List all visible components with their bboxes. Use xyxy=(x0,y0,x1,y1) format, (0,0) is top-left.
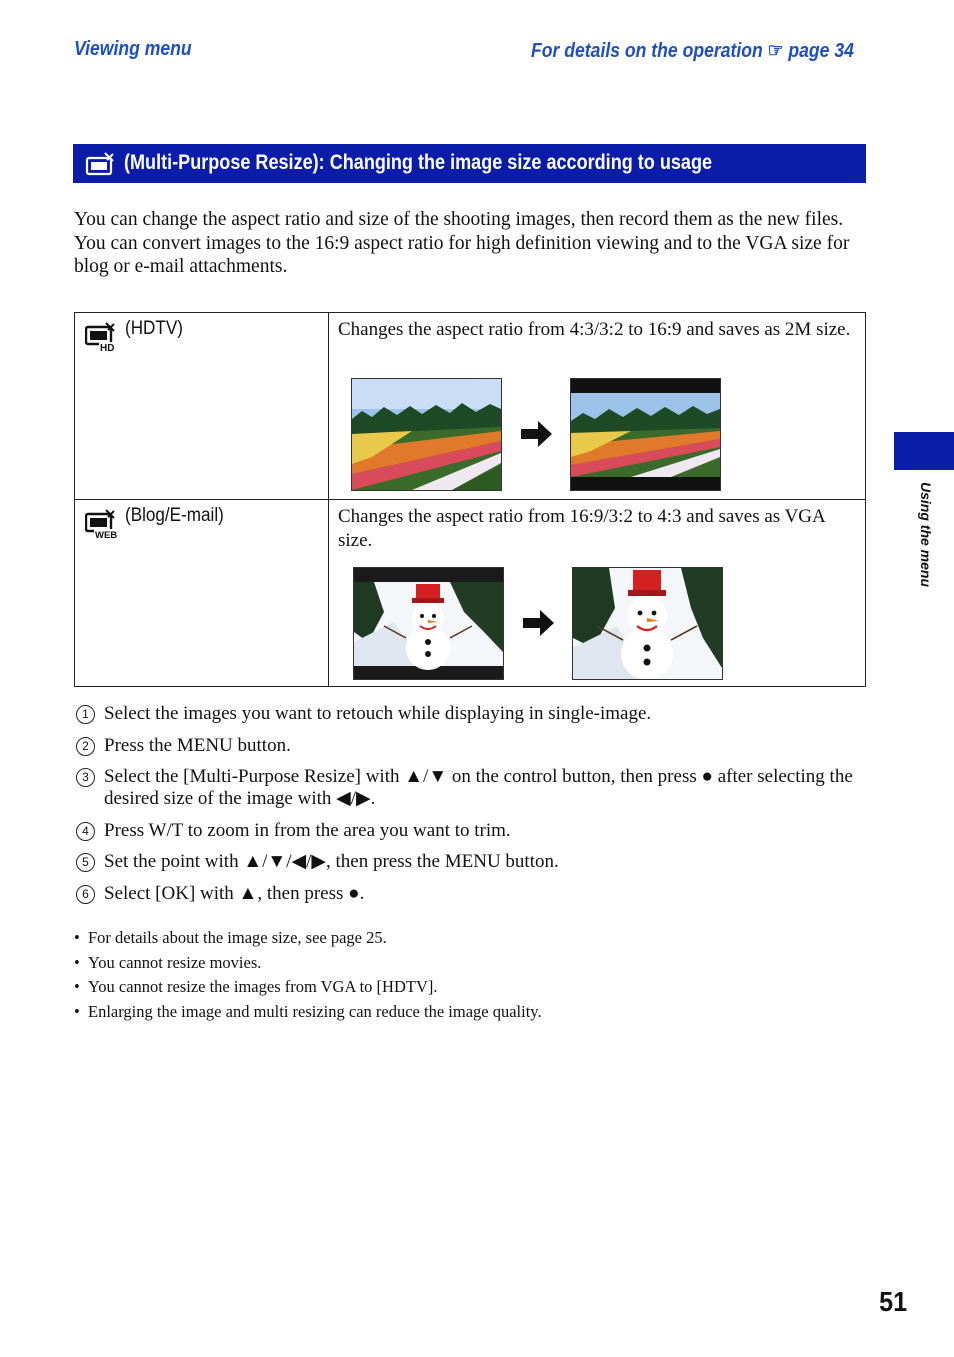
step-item xyxy=(74,851,864,873)
step-number: 6 xyxy=(76,885,95,904)
flower-field-photo xyxy=(351,378,502,491)
svg-text:HD: HD xyxy=(100,343,115,352)
snowman-photo-widescreen xyxy=(353,567,504,680)
details-page: page 34 xyxy=(788,40,854,62)
step-text: Select the images you want to retouch while displaying in single-image. xyxy=(104,703,652,724)
list-item xyxy=(74,953,864,973)
section-title-bar xyxy=(73,144,866,183)
bullet-icon: • xyxy=(74,977,80,997)
intro-paragraph: You can convert images to the 16:9 aspect ratio for high definition viewing and to the VGA size for blog or e-mail attachments. xyxy=(74,232,850,277)
intro-text xyxy=(74,208,864,279)
resize-hd-icon xyxy=(85,322,121,352)
note-text: Enlarging the image and multi resizing can reduce the image quality. xyxy=(88,1002,542,1022)
mode-label-hdtv: (HDTV) xyxy=(125,318,183,339)
mode-description: Changes the aspect ratio from 4:3/3:2 to 16:9 and saves as 2M size. xyxy=(338,319,851,340)
resize-web-icon xyxy=(85,509,121,539)
step-text: Set the point with ▲/▼/◀/▶, then press the MENU button. xyxy=(104,851,559,872)
list-item xyxy=(74,928,864,948)
step-text: Press the MENU button. xyxy=(104,734,291,756)
note-text: You cannot resize movies. xyxy=(88,952,262,972)
step-number: 2 xyxy=(76,737,95,756)
section-header: Viewing menu xyxy=(74,38,192,60)
list-item xyxy=(74,977,864,997)
section-tab[interactable] xyxy=(894,432,954,470)
multi-purpose-resize-icon xyxy=(85,152,115,176)
bullet-icon: • xyxy=(74,952,80,972)
mode-description: Changes the aspect ratio from 16:9/3:2 to 4:3 and saves as VGA size. xyxy=(338,506,825,551)
resize-mode-table xyxy=(74,312,866,687)
list-item xyxy=(74,1002,864,1022)
step-item xyxy=(74,820,864,842)
step-text: Select the [Multi-Purpose Resize] with ▲/▼ on the control button, then press ● after selecting the desired size of the image with ◀/▶. xyxy=(104,766,853,809)
snowman-photo xyxy=(572,567,723,680)
mode-label-blog-email: (Blog/E-mail) xyxy=(125,505,224,526)
step-item xyxy=(74,703,864,725)
book-reference-icon: ☞ xyxy=(767,40,784,62)
step-item xyxy=(74,735,864,757)
note-text: For details about the image size, see page 25. xyxy=(88,928,387,947)
details-prefix: For details on the operation xyxy=(531,40,763,62)
note-text: You cannot resize the images from VGA to [HDTV]. xyxy=(88,977,438,997)
step-text: Select [OK] with ▲, then press ●. xyxy=(104,882,365,904)
step-item xyxy=(74,766,864,810)
flower-field-photo-widescreen xyxy=(570,378,721,491)
arrow-right-icon xyxy=(523,610,555,636)
section-title: (Multi-Purpose Resize): Changing the image size according to usage xyxy=(124,151,713,174)
step-number: 1 xyxy=(76,705,95,724)
bullet-icon: • xyxy=(74,1002,80,1022)
intro-paragraph: You can change the aspect ratio and size of the shooting images, then record them as the new files. xyxy=(74,209,844,230)
details-reference[interactable] xyxy=(531,38,854,63)
page-number: 51 xyxy=(878,1286,907,1317)
notes-list xyxy=(74,928,864,1027)
mode-description-cell xyxy=(329,500,866,687)
step-number: 5 xyxy=(76,853,95,872)
step-number: 4 xyxy=(76,822,95,841)
bullet-icon: • xyxy=(74,928,80,947)
mode-cell-blog-email xyxy=(75,500,329,687)
procedure-steps xyxy=(74,703,864,914)
mode-description-cell xyxy=(329,313,866,500)
table-row xyxy=(75,500,866,687)
step-item xyxy=(74,883,864,905)
step-text: Press W/T to zoom in from the area you want to trim. xyxy=(104,819,511,841)
step-number: 3 xyxy=(76,768,95,787)
arrow-right-icon xyxy=(521,421,553,447)
mode-cell-hdtv xyxy=(75,313,329,500)
svg-text:WEB: WEB xyxy=(95,530,118,539)
section-tab-label: Using the menu xyxy=(918,482,934,588)
table-row xyxy=(75,313,866,500)
